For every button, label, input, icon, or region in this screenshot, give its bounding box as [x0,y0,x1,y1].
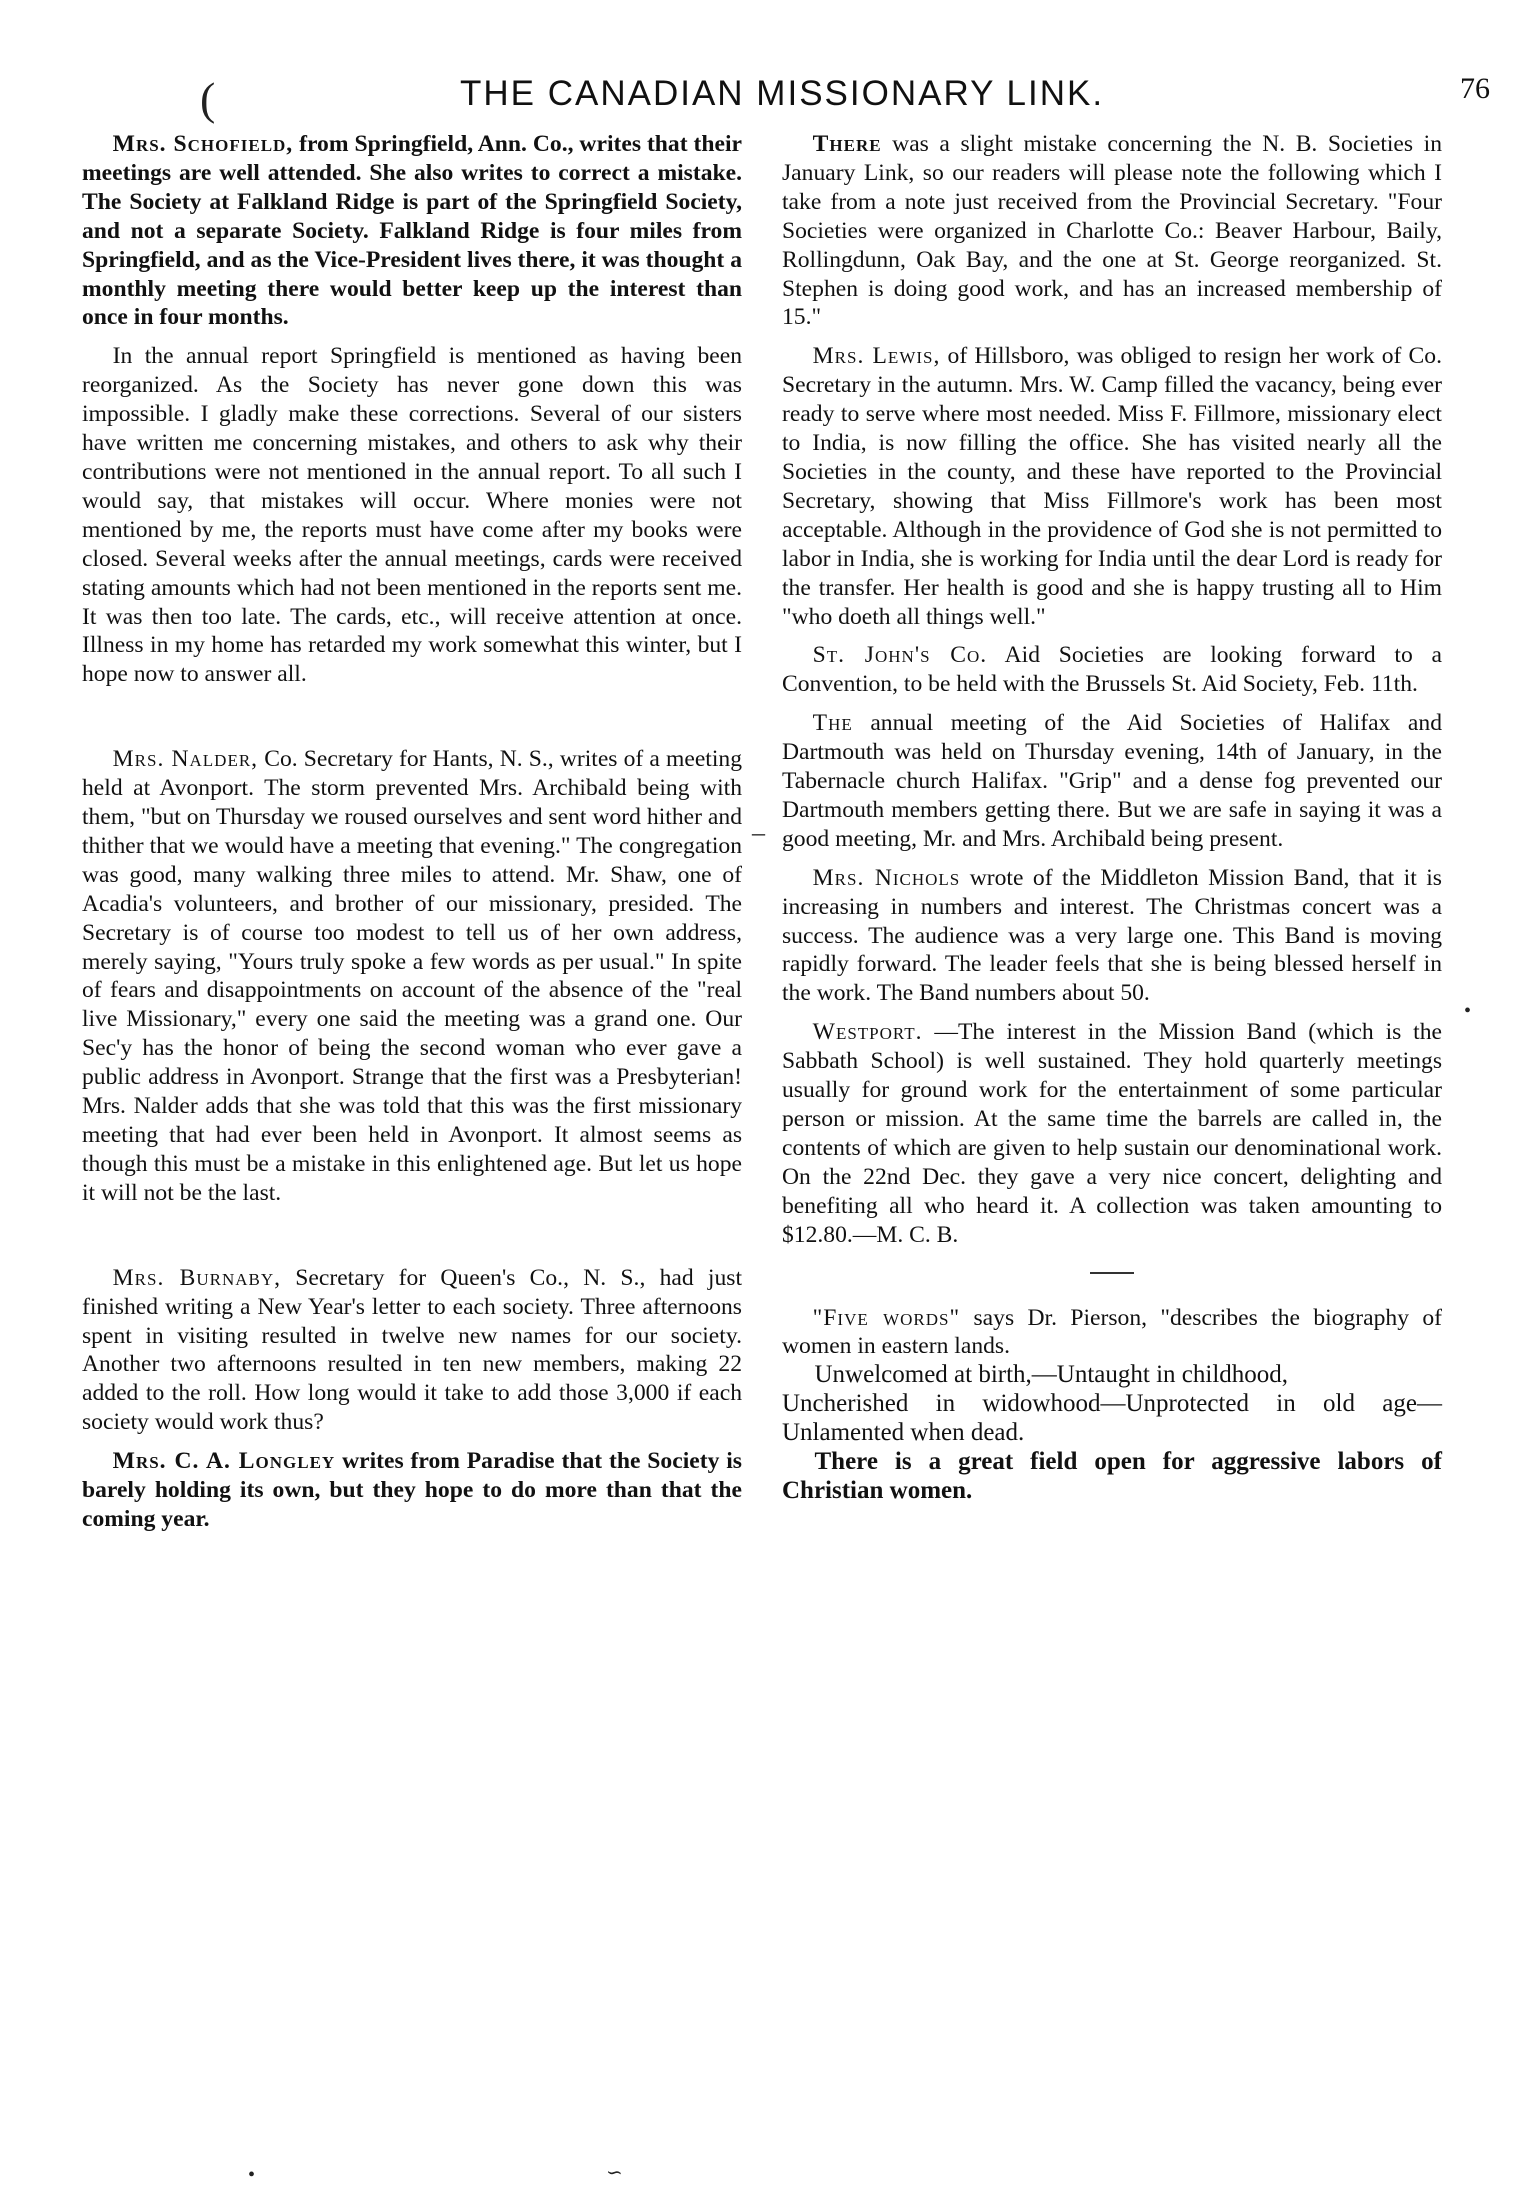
five-words-intro [782,1304,1442,1362]
article-text: In the annual report Springfield is mentioned as having been reorganized. As the Society has never gone down this was impossible. I gladly make these corrections. Several of our sisters have written me concerning mistakes, and others to ask why their contributions were not mentioned in the annual report. To all such I would say, that mistakes will occur. Where monies were not mentioned by me, the reports must have come after my books were closed. Several weeks after the annual meetings, cards were received stating amounts which had not been mentioned in the reports sent me. It was then too late. The cards, etc., will receive attention at once. Illness in my home has retarded my work somewhat this winter, but I hope now to answer all. [82,343,742,688]
article-text: of Hillsboro, was obliged to resign her work of Co. Secretary in the autumn. Mrs. W. Camp filled the vacancy, being ever ready to serve where most needed. Miss F. Fillmore, missionary elect to India, is now filling the office. She has visited nearly all the Societies in the county, and these have reported to the Provincial Secretary, showing that Miss Fillmore's work has been most acceptable. Although in the providence of God she is not permitted to labor in India, she is working for India until the dear Lord is ready for the transfer. Her health is good and she is happy trusting all to Him "who doeth all things well." [782,343,1442,630]
article-st-johns [782,641,1442,699]
footer-squiggle-mark: ∽ [606,2162,623,2184]
article-lead: Westport. [812,1019,923,1046]
article-lewis [782,342,1442,631]
right-column [782,130,1442,1506]
article-nichols [782,864,1442,1009]
article-text: Co. Secretary for Hants, N. S., writes of a meeting held at Avonport. The storm prevented Mrs. Archibald being with them, "but on Thursday we roused ourselves and sent word hither and thither that we would have a meeting that evening." The congregation was good, many walking three miles to attend. Mr. Shaw, one of Acadia's volunteers, and brother of our missionary, presided. The Secretary is of course too modest to tell us of her own address, merely saying, "Yours truly spoke a few words as per usual." In spite of fears and disappointments on account of the absence of the "real live Missionary," every one said the meeting was a grand one. Our Sec'y has the honor of being the second woman who ever gave a public address in Avonport. Strange that the first was a Presbyterian! Mrs. Nalder adds that she was told that this was the first missionary meeting that had ever been held in Avonport. It almost seems as though this must be a mistake in this enlightened age. But let us hope it will not be the last. [82,746,742,1206]
stray-dot-mark: • [1464,1000,1472,1022]
article-text: wrote of the Middleton Mission Band, that it is increasing in numbers and interest. The Christmas concert was a success. The audience was a very large one. This Band is moving rapidly forward. The leader feels that she is being blessed herself in the work. The Band numbers about 50. [782,864,1442,1007]
closing-text: There is a great field open for aggressive labors of Christian women. [782,1448,1442,1504]
article-correction [82,342,742,689]
closing-statement [782,1448,1442,1506]
article-text: Aid Societies are looking forward to a Convention, to be held with the Brussels St. Aid Society, Feb. 11th. [782,642,1442,698]
article-lead: St. John's Co. [812,642,988,669]
quote-intro: says Dr. Pierson, "describes the biography of women in eastern lands. [782,1304,1443,1360]
article-text: Secretary for Queen's Co., N. S., had just finished writing a New Year's letter to each society. Three afternoons spent in visiting resulted in twelve new names for our society. Another two afternoons resulted in ten new members, making 22 added to the roll. How long would it take to add those 3,000 if each society would work thus? [82,1264,743,1436]
article-text: was a slight mistake concerning the N. B. Societies in January Link, so our readers will please note the following which I take from a note just received from the Provincial Secretary. "Four Societies were organized in Charlotte Co.: Beaver Harbour, Baily, Rollingdunn, Oak Bay, and the one at St. George reorganized. St. Stephen is doing good work, and has an increased membership of 15." [782,131,1442,331]
quote-line: Uncherished in widowhood—Unprotected in old age—Unlamented when dead. [782,1390,1442,1447]
article-lead: Mrs. C. A. Longley [112,1448,336,1475]
article-lead: Mrs. Nichols [812,864,961,891]
article-westport [782,1018,1442,1249]
article-lead: The [812,710,853,737]
article-lead: Mrs. Nalder, [112,746,259,773]
five-words-line-1 [782,1361,1442,1390]
footer-dot-mark: • [248,2164,256,2186]
article-burnaby [82,1264,742,1437]
page-number: 76 [1460,72,1490,105]
left-column [82,130,742,1534]
section-divider [1090,1272,1134,1274]
five-words-line-2 [782,1390,1442,1448]
article-lead: Mrs. Lewis, [812,343,941,370]
margin-mark: ( [200,73,216,124]
article-nalder [82,745,742,1208]
article-lead: There [812,131,882,157]
article-nb-societies [782,130,1442,332]
article-lead: Mrs. Schofield, [112,131,294,157]
article-text: writes from Paradise that the Society is barely holding its own, but they hope to do more than that the coming year. [82,1448,742,1532]
article-text-bold: from Springfield, Ann. Co., writes that their meetings are well attended. She also writes to correct a mistake. The Society at Falkland Ridge is part of the Springfield Society, and not a separate Society. Falkland Ridge is four miles from Springfield, and as the Vice-President lives there, it was thought a monthly meeting there would better keep up the interest than once in four months. [82,131,742,331]
article-halifax [782,709,1442,854]
page-header [190,68,1490,128]
article-longley [82,1447,742,1534]
quote-lead: "Five words" [812,1304,961,1331]
stray-dash-mark: – [752,818,765,847]
quote-line: Unwelcomed at birth,—Untaught in childhood, [814,1361,1289,1389]
article-lead: Mrs. Burnaby, [112,1264,282,1291]
article-text: annual meeting of the Aid Societies of Halifax and Dartmouth was held on Thursday evening, 14th of January, in the Tabernacle church Halifax. "Grip" and a dense fog prevented our Dartmouth members getting there. But we are safe in saying it was a good meeting, Mr. and Mrs. Archibald being present. [782,710,1442,852]
publication-title: THE CANADIAN MISSIONARY LINK. [460,74,1105,113]
article-schofield [82,130,742,332]
article-text: —The interest in the Mission Band (which is the Sabbath School) is well sustained. They hold quarterly meetings usually for ground work for the entertainment of some particular person or mission. At the same time the barrels are called in, the contents of which are given to help sustain our denominational work. On the 22nd Dec. they gave a very nice concert, delighting and benefiting all who heard it. A collection was taken amounting to $12.80.—M. C. B. [782,1019,1442,1248]
